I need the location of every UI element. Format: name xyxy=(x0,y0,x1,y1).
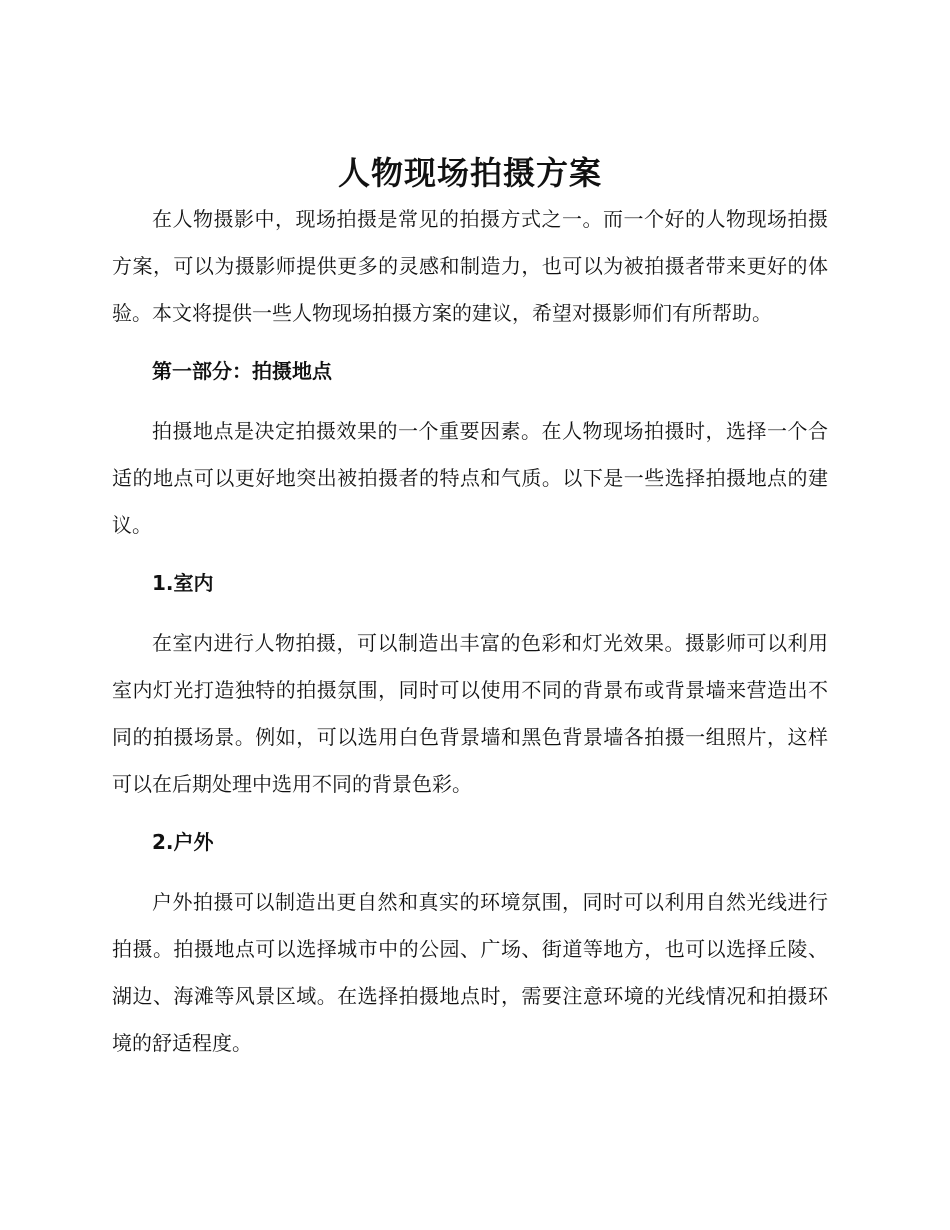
indoor-paragraph: 在室内进行人物拍摄，可以制造出丰富的色彩和灯光效果。摄影师可以利用室内灯光打造独特的拍摄氛围，同时可以使用不同的背景布或背景墙来营造出不同的拍摄场景。例如，可以选用白色背景墙和黑色背景墙各拍摄一组照片，这样可以在后期处理中选用不同的背景色彩。 xyxy=(112,631,828,796)
document-body xyxy=(112,150,828,1067)
intro-paragraph: 在人物摄影中，现场拍摄是常见的拍摄方式之一。而一个好的人物现场拍摄方案，可以为摄影师提供更多的灵感和制造力，也可以为被拍摄者带来更好的体验。本文将提供一些人物现场拍摄方案的建议，希望对摄影师们有所帮助。 xyxy=(112,207,828,325)
section-heading-location: 第一部分：拍摄地点 xyxy=(152,359,332,383)
subsection-heading-outdoor: 2.户外 xyxy=(152,830,214,854)
outdoor-paragraph: 户外拍摄可以制造出更自然和真实的环境氛围，同时可以利用自然光线进行拍摄。拍摄地点可以选择城市中的公园、广场、街道等地方，也可以选择丘陵、湖边、海滩等风景区域。在选择拍摄地点时，需要注意环境的光线情况和拍摄环境的舒适程度。 xyxy=(112,890,828,1055)
subsection-heading-indoor: 1.室内 xyxy=(152,571,214,595)
location-paragraph: 拍摄地点是决定拍摄效果的一个重要因素。在人物现场拍摄时，选择一个合适的地点可以更好地突出被拍摄者的特点和气质。以下是一些选择拍摄地点的建议。 xyxy=(112,419,828,537)
document-title: 人物现场拍摄方案 xyxy=(337,154,602,192)
